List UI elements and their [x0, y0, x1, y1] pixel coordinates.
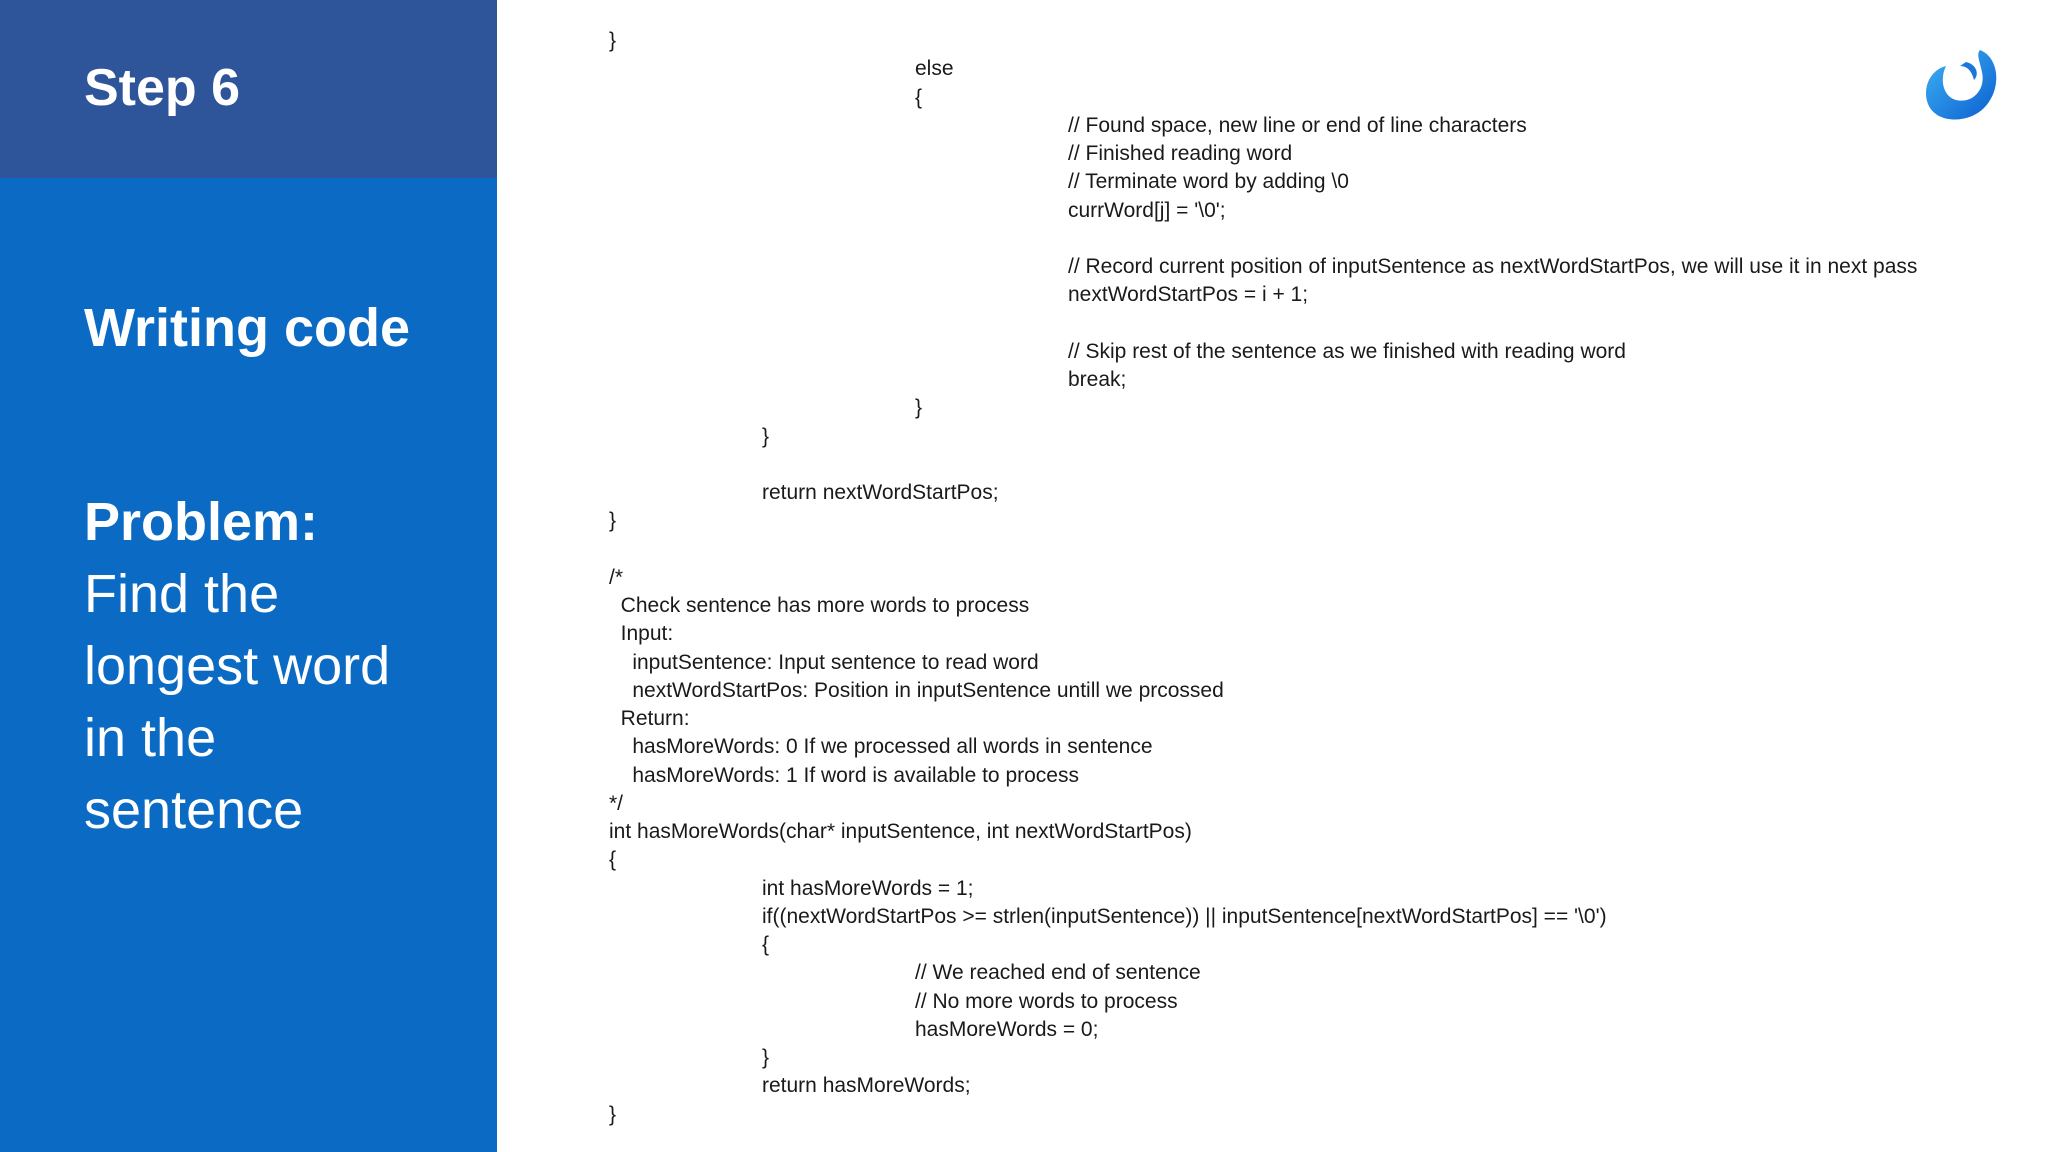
code-line: { — [762, 933, 770, 956]
code-line: */ — [609, 791, 624, 815]
code-line: // No more words to process — [915, 989, 1178, 1013]
code-line: Input: — [609, 622, 674, 646]
code-line: if((nextWordStartPos >= strlen(inputSentence)) || inputSentence[nextWordStartPos] == '\0') — [762, 904, 1607, 928]
swirl-logo-icon — [1920, 44, 2002, 126]
code-listing — [609, 27, 1989, 1129]
code-line: { — [609, 848, 617, 872]
code-line: // Terminate word by adding \0 — [1068, 170, 1349, 194]
step-title: Step 6 — [84, 59, 241, 117]
code-line: // Record current position of inputSentence as nextWordStartPos, we will use it in next pass — [1068, 255, 1918, 278]
code-line: nextWordStartPos = i + 1; — [1068, 283, 1309, 307]
problem-label: Problem: — [84, 492, 319, 552]
code-line: hasMoreWords: 1 If word is available to process — [609, 763, 1079, 787]
problem-text: Find the longest word in the sentence — [84, 564, 391, 840]
step-band — [0, 0, 497, 178]
code-line — [609, 536, 1989, 564]
code-line: Check sentence has more words to process — [609, 594, 1030, 617]
code-line: inputSentence: Input sentence to read word — [609, 650, 1039, 674]
code-line: else — [915, 57, 954, 81]
code-line: } — [609, 509, 617, 533]
sidebar — [0, 0, 497, 1152]
code-line: } — [609, 1102, 617, 1126]
code-line: hasMoreWords: 0 If we processed all words in sentence — [609, 735, 1153, 759]
code-line: nextWordStartPos: Position in inputSentence untill we prcossed — [609, 678, 1224, 702]
code-line — [609, 225, 1989, 253]
code-line: // Found space, new line or end of line characters — [1068, 113, 1527, 137]
code-line: hasMoreWords = 0; — [915, 1017, 1099, 1041]
code-line: return nextWordStartPos; — [762, 481, 999, 504]
code-line: /* — [609, 565, 624, 589]
problem-block — [84, 486, 484, 846]
code-line: } — [609, 29, 617, 52]
code-line: } — [762, 1046, 770, 1069]
code-line: Return: — [609, 707, 690, 730]
code-line: } — [915, 396, 923, 420]
code-line: currWord[j] = '\0'; — [1068, 198, 1226, 222]
code-line: return hasMoreWords; — [762, 1074, 971, 1098]
code-line: // We reached end of sentence — [915, 961, 1201, 985]
code-line: { — [915, 85, 923, 109]
code-line — [609, 310, 1989, 338]
section-title: Writing code — [84, 298, 411, 358]
code-line: // Skip rest of the sentence as we finished with reading word — [1068, 339, 1626, 363]
code-line: break; — [1068, 368, 1127, 391]
code-line: int hasMoreWords = 1; — [762, 876, 974, 900]
code-line — [609, 451, 1989, 479]
code-line: // Finished reading word — [1068, 142, 1293, 165]
code-line: } — [762, 424, 770, 448]
code-line: int hasMoreWords(char* inputSentence, int nextWordStartPos) — [609, 820, 1192, 843]
